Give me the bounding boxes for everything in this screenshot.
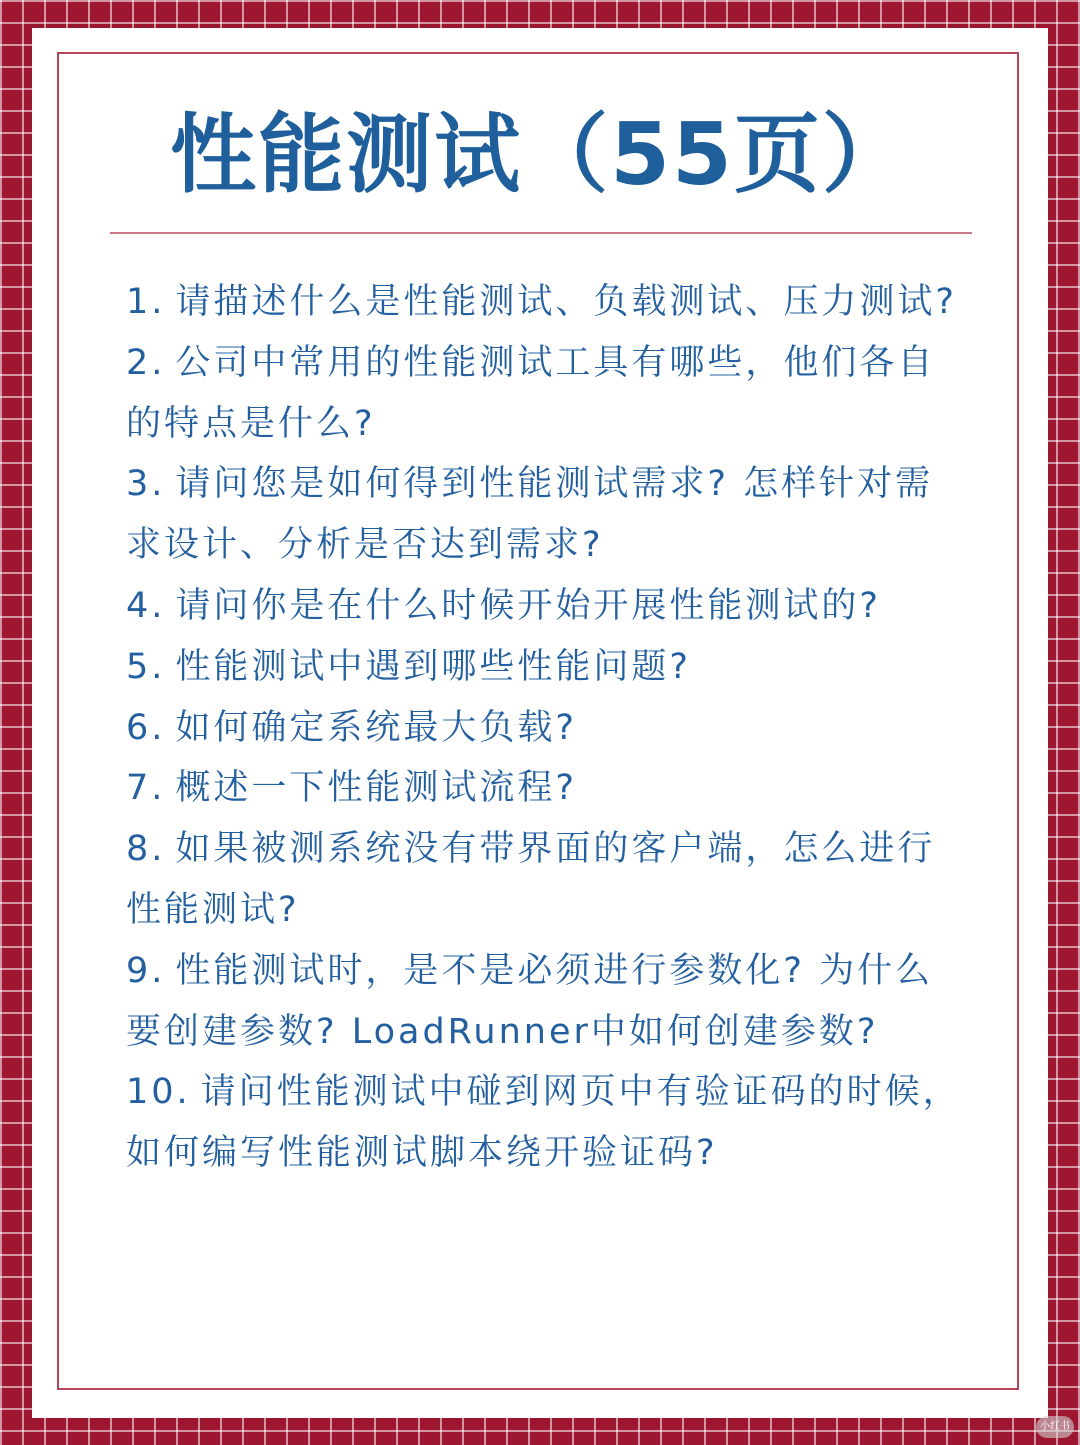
question-number: 9.: [126, 950, 166, 991]
question-text: 请问您是如何得到性能测试需求? 怎样针对需求设计、分析是否达到需求?: [126, 464, 934, 566]
question-text: 公司中常用的性能测试工具有哪些，他们各自的特点是什么?: [126, 342, 936, 444]
question-number: 4.: [126, 585, 166, 626]
question-number: 6.: [126, 707, 166, 748]
watermark-badge: 小红书: [1036, 1416, 1074, 1438]
question-text: 性能测试中遇到哪些性能问题?: [175, 646, 691, 687]
question-number: 2.: [126, 342, 166, 383]
question-number: 8.: [126, 829, 166, 870]
question-item: [126, 637, 970, 698]
page-title: 性能测试（55页）: [170, 105, 910, 205]
question-number: 7.: [126, 768, 166, 809]
question-item: [126, 698, 970, 759]
question-item: [126, 819, 970, 941]
question-text: 请问你是在什么时候开始开展性能测试的?: [175, 585, 881, 626]
question-list: [126, 272, 970, 1184]
question-text: 性能测试时，是不是必须进行参数化? 为什么要创建参数? LoadRunner中如何创建参数?: [126, 950, 934, 1052]
question-item: [126, 941, 970, 1063]
question-text: 概述一下性能测试流程?: [175, 768, 577, 809]
question-text: 请问性能测试中碰到网页中有验证码的时候，如何编写性能测试脚本绕开验证码?: [126, 1072, 961, 1174]
question-item: [126, 333, 970, 455]
question-number: 10.: [126, 1072, 191, 1113]
question-text: 如果被测系统没有带界面的客户端，怎么进行性能测试?: [126, 829, 936, 930]
question-text: 请描述什么是性能测试、负载测试、压力测试?: [175, 282, 957, 322]
question-item: [126, 1062, 970, 1184]
title-divider: [110, 232, 972, 234]
question-item: [126, 272, 970, 333]
question-item: [126, 454, 970, 576]
question-number: 5.: [126, 646, 166, 687]
question-number: 1.: [126, 282, 166, 322]
question-item: [126, 576, 970, 637]
question-number: 3.: [126, 464, 166, 505]
question-item: [126, 758, 970, 819]
question-text: 如何确定系统最大负载?: [175, 707, 577, 748]
content-card: [32, 28, 1048, 1418]
